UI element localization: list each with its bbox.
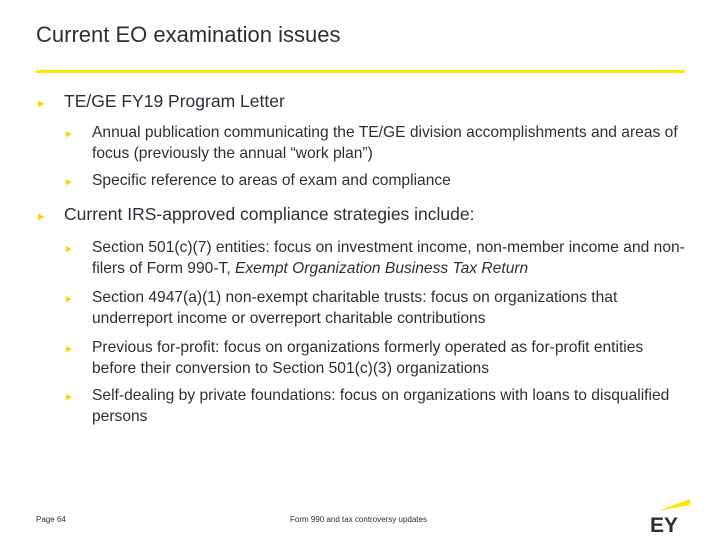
form-title-italic: Exempt Organization Business Tax Return [234,260,529,277]
ey-logo-text: EY [650,514,679,534]
page-number: Page 64 [36,515,66,524]
bullet-arrow-icon: ► [64,392,74,403]
sub-bullet-text: Section 4947(a)(1) non-exempt charitable trusts: focus on organizations that underreport income or overreport charitable contributions [92,289,618,327]
bullet-arrow-icon: ► [64,129,74,140]
bullet-program-letter [36,90,686,112]
sub-bullet-text: Previous for-profit: focus on organizations formerly operated as for-profit entities before their conversion to Section 501(c)(3) organizations [92,339,644,377]
sub-bullet [36,385,686,427]
ey-logo-icon [648,494,690,534]
bullet-text: TE/GE FY19 Program Letter [64,91,285,111]
bullet-compliance-strategies [36,203,686,225]
sub-bullet-text: Annual publication communicating the TE/GE division accomplishments and areas of focus (previously the annual “work plan”) [92,124,678,162]
footer-caption: Form 990 and tax controversy updates [290,515,427,524]
bullet-arrow-icon: ► [64,177,74,188]
sub-bullet-text: Specific reference to areas of exam and compliance [92,172,451,189]
bullet-text: Current IRS-approved compliance strategies include: [64,204,475,224]
bullet-arrow-icon: ► [36,98,47,110]
slide-body [36,90,686,427]
sub-bullet-text: Self-dealing by private foundations: focus on organizations with loans to disqualified persons [92,387,670,425]
slide-title: Current EO examination issues [36,22,341,47]
title-underline [36,70,685,73]
sub-bullet [36,337,686,379]
sub-bullet-text: Section 501(c)(7) entities: focus on investment income, non-member income and non-filers of Form 990-T, [92,239,685,277]
bullet-arrow-icon: ► [64,244,74,255]
sub-bullet [36,122,686,164]
bullet-arrow-icon: ► [36,211,47,223]
bullet-arrow-icon: ► [64,294,74,305]
bullet-arrow-icon: ► [64,344,74,355]
sub-bullet [36,237,686,279]
sub-bullet [36,287,686,329]
sub-bullet [36,170,686,191]
